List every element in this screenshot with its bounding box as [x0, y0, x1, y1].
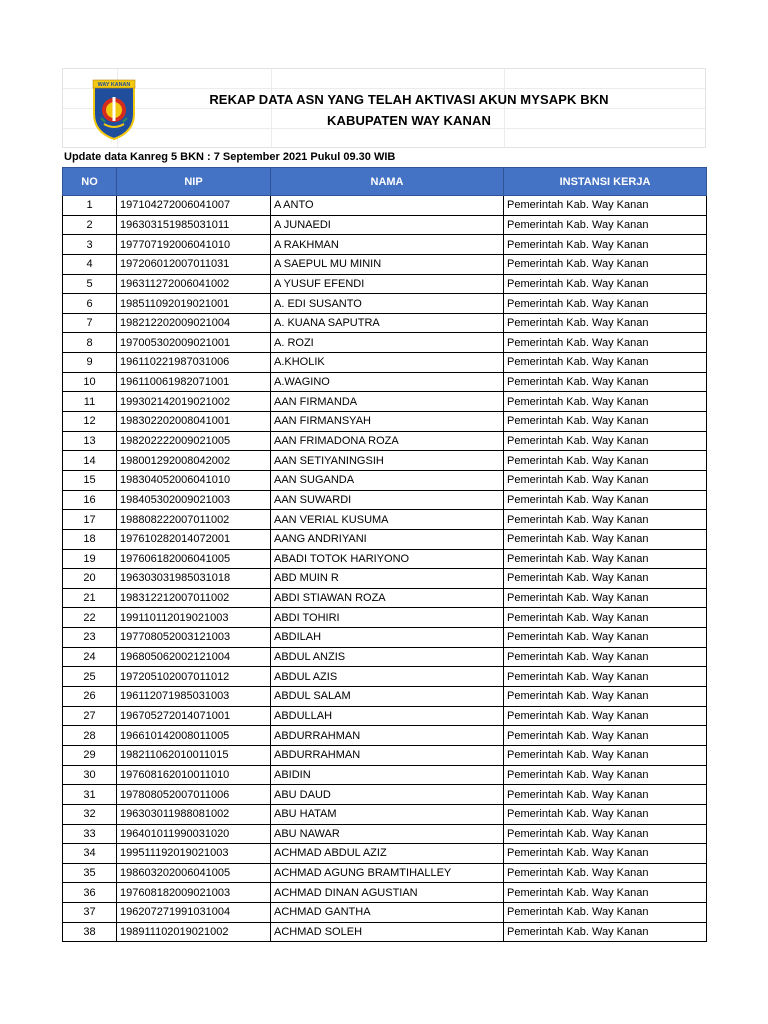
- emblem-banner-text: WAY KANAN: [97, 82, 131, 89]
- cell-no: 17: [63, 510, 117, 530]
- cell-instansi: Pemerintah Kab. Way Kanan: [504, 667, 707, 687]
- cell-nip: 199302142019021002: [117, 392, 271, 412]
- table-row: [63, 510, 707, 530]
- cell-instansi: Pemerintah Kab. Way Kanan: [504, 549, 707, 569]
- table-row: [63, 588, 707, 608]
- cell-instansi: Pemerintah Kab. Way Kanan: [504, 490, 707, 510]
- cell-instansi: Pemerintah Kab. Way Kanan: [504, 824, 707, 844]
- cell-instansi: Pemerintah Kab. Way Kanan: [504, 313, 707, 333]
- cell-no: 37: [63, 903, 117, 923]
- cell-nip: 197104272006041007: [117, 196, 271, 216]
- cell-instansi: Pemerintah Kab. Way Kanan: [504, 745, 707, 765]
- cell-nama: AANG ANDRIYANI: [271, 529, 504, 549]
- cell-instansi: Pemerintah Kab. Way Kanan: [504, 844, 707, 864]
- cell-instansi: Pemerintah Kab. Way Kanan: [504, 706, 707, 726]
- table-row: [63, 254, 707, 274]
- cell-no: 38: [63, 922, 117, 942]
- table-row: [63, 667, 707, 687]
- cell-instansi: Pemerintah Kab. Way Kanan: [504, 647, 707, 667]
- cell-nama: ABDULLAH: [271, 706, 504, 726]
- cell-instansi: Pemerintah Kab. Way Kanan: [504, 392, 707, 412]
- cell-no: 26: [63, 687, 117, 707]
- cell-no: 32: [63, 804, 117, 824]
- table-row: [63, 706, 707, 726]
- cell-no: 3: [63, 235, 117, 255]
- column-header-nip: NIP: [117, 168, 271, 196]
- cell-no: 2: [63, 215, 117, 235]
- cell-nama: A SAEPUL MU MININ: [271, 254, 504, 274]
- cell-nama: A. ROZI: [271, 333, 504, 353]
- table-row: [63, 313, 707, 333]
- cell-nip: 196311272006041002: [117, 274, 271, 294]
- cell-no: 6: [63, 294, 117, 314]
- cell-instansi: Pemerintah Kab. Way Kanan: [504, 628, 707, 648]
- cell-no: 34: [63, 844, 117, 864]
- cell-nama: ABDUL ANZIS: [271, 647, 504, 667]
- cell-nip: 197005302009021001: [117, 333, 271, 353]
- cell-nama: A.KHOLIK: [271, 353, 504, 373]
- cell-nama: A ANTO: [271, 196, 504, 216]
- cell-no: 28: [63, 726, 117, 746]
- cell-instansi: Pemerintah Kab. Way Kanan: [504, 863, 707, 883]
- cell-instansi: Pemerintah Kab. Way Kanan: [504, 235, 707, 255]
- cell-instansi: Pemerintah Kab. Way Kanan: [504, 883, 707, 903]
- cell-no: 14: [63, 451, 117, 471]
- cell-nip: 197610282014072001: [117, 529, 271, 549]
- cell-instansi: Pemerintah Kab. Way Kanan: [504, 687, 707, 707]
- cell-nama: A RAKHMAN: [271, 235, 504, 255]
- table-row: [63, 412, 707, 432]
- cell-nama: AAN FIRMANDA: [271, 392, 504, 412]
- table-row: [63, 726, 707, 746]
- cell-instansi: Pemerintah Kab. Way Kanan: [504, 372, 707, 392]
- cell-nama: ABDILAH: [271, 628, 504, 648]
- cell-nip: 197608182009021003: [117, 883, 271, 903]
- cell-instansi: Pemerintah Kab. Way Kanan: [504, 785, 707, 805]
- asn-table: [62, 167, 707, 942]
- cell-nama: AAN FRIMADONA ROZA: [271, 431, 504, 451]
- cell-instansi: Pemerintah Kab. Way Kanan: [504, 431, 707, 451]
- cell-no: 20: [63, 569, 117, 589]
- cell-nip: 196610142008011005: [117, 726, 271, 746]
- cell-no: 8: [63, 333, 117, 353]
- cell-no: 36: [63, 883, 117, 903]
- cell-nama: ABU NAWAR: [271, 824, 504, 844]
- cell-instansi: Pemerintah Kab. Way Kanan: [504, 569, 707, 589]
- cell-nip: 197707192006041010: [117, 235, 271, 255]
- cell-no: 13: [63, 431, 117, 451]
- table-row: [63, 765, 707, 785]
- table-row: [63, 196, 707, 216]
- cell-instansi: Pemerintah Kab. Way Kanan: [504, 215, 707, 235]
- table-row: [63, 883, 707, 903]
- cell-nip: 197606182006041005: [117, 549, 271, 569]
- cell-nama: ABDUL AZIS: [271, 667, 504, 687]
- table-row: [63, 863, 707, 883]
- table-row: [63, 392, 707, 412]
- cell-instansi: Pemerintah Kab. Way Kanan: [504, 529, 707, 549]
- way-kanan-emblem-icon: [91, 78, 137, 140]
- cell-nama: ACHMAD AGUNG BRAMTIHALLEY: [271, 863, 504, 883]
- table-row: [63, 470, 707, 490]
- grid-line: [63, 88, 705, 89]
- table-row: [63, 235, 707, 255]
- cell-nip: 198511092019021001: [117, 294, 271, 314]
- table-row: [63, 745, 707, 765]
- table-row: [63, 529, 707, 549]
- table-row: [63, 274, 707, 294]
- cell-no: 22: [63, 608, 117, 628]
- table-row: [63, 569, 707, 589]
- cell-nama: ABD MUIN R: [271, 569, 504, 589]
- update-note: Update data Kanreg 5 BKN : 7 September 2021 Pukul 09.30 WIB: [64, 151, 396, 163]
- cell-instansi: Pemerintah Kab. Way Kanan: [504, 903, 707, 923]
- cell-instansi: Pemerintah Kab. Way Kanan: [504, 294, 707, 314]
- cell-nama: ABU HATAM: [271, 804, 504, 824]
- cell-instansi: Pemerintah Kab. Way Kanan: [504, 412, 707, 432]
- cell-no: 19: [63, 549, 117, 569]
- cell-no: 12: [63, 412, 117, 432]
- cell-nama: A. KUANA SAPUTRA: [271, 313, 504, 333]
- cell-nip: 197608162010011010: [117, 765, 271, 785]
- page-subtitle: KABUPATEN WAY KANAN: [327, 113, 491, 128]
- cell-instansi: Pemerintah Kab. Way Kanan: [504, 254, 707, 274]
- cell-nip: 197808052007011006: [117, 785, 271, 805]
- cell-nip: 198001292008042002: [117, 451, 271, 471]
- cell-nama: AAN SUGANDA: [271, 470, 504, 490]
- cell-nip: 198603202006041005: [117, 863, 271, 883]
- cell-no: 10: [63, 372, 117, 392]
- cell-nama: ACHMAD DINAN AGUSTIAN: [271, 883, 504, 903]
- cell-instansi: Pemerintah Kab. Way Kanan: [504, 922, 707, 942]
- cell-nip: 198405302009021003: [117, 490, 271, 510]
- cell-instansi: Pemerintah Kab. Way Kanan: [504, 510, 707, 530]
- cell-instansi: Pemerintah Kab. Way Kanan: [504, 196, 707, 216]
- cell-instansi: Pemerintah Kab. Way Kanan: [504, 726, 707, 746]
- cell-no: 33: [63, 824, 117, 844]
- cell-no: 7: [63, 313, 117, 333]
- column-header-instansi: INSTANSI KERJA: [504, 168, 707, 196]
- cell-nip: 196303151985031011: [117, 215, 271, 235]
- cell-nip: 197205102007011012: [117, 667, 271, 687]
- cell-nama: ACHMAD ABDUL AZIZ: [271, 844, 504, 864]
- table-row: [63, 451, 707, 471]
- grid-line: [504, 69, 505, 147]
- cell-no: 29: [63, 745, 117, 765]
- cell-instansi: Pemerintah Kab. Way Kanan: [504, 588, 707, 608]
- cell-nip: 198808222007011002: [117, 510, 271, 530]
- page-title: REKAP DATA ASN YANG TELAH AKTIVASI AKUN MYSAPK BKN: [209, 92, 609, 107]
- table-row: [63, 824, 707, 844]
- table-row: [63, 372, 707, 392]
- cell-nama: ACHMAD SOLEH: [271, 922, 504, 942]
- cell-nip: 198212202009021004: [117, 313, 271, 333]
- cell-instansi: Pemerintah Kab. Way Kanan: [504, 274, 707, 294]
- cell-nama: ABDURRAHMAN: [271, 745, 504, 765]
- grid-line: [63, 108, 705, 109]
- table-row: [63, 785, 707, 805]
- cell-nip: 196110061982071001: [117, 372, 271, 392]
- cell-instansi: Pemerintah Kab. Way Kanan: [504, 804, 707, 824]
- cell-nama: ABDI STIAWAN ROZA: [271, 588, 504, 608]
- cell-nip: 196110221987031006: [117, 353, 271, 373]
- cell-no: 31: [63, 785, 117, 805]
- cell-nip: 198911102019021002: [117, 922, 271, 942]
- cell-nama: A YUSUF EFENDI: [271, 274, 504, 294]
- cell-no: 25: [63, 667, 117, 687]
- cell-nip: 197708052003121003: [117, 628, 271, 648]
- cell-no: 4: [63, 254, 117, 274]
- cell-nama: ACHMAD GANTHA: [271, 903, 504, 923]
- cell-instansi: Pemerintah Kab. Way Kanan: [504, 333, 707, 353]
- cell-no: 35: [63, 863, 117, 883]
- grid-line: [63, 128, 705, 129]
- cell-nama: A.WAGINO: [271, 372, 504, 392]
- cell-no: 15: [63, 470, 117, 490]
- cell-nip: 198211062010011015: [117, 745, 271, 765]
- cell-nip: 196805062002121004: [117, 647, 271, 667]
- column-header-nama: NAMA: [271, 168, 504, 196]
- cell-no: 16: [63, 490, 117, 510]
- cell-nip: 197206012007011031: [117, 254, 271, 274]
- cell-instansi: Pemerintah Kab. Way Kanan: [504, 353, 707, 373]
- cell-no: 21: [63, 588, 117, 608]
- column-header-no: NO: [63, 168, 117, 196]
- cell-nama: AAN FIRMANSYAH: [271, 412, 504, 432]
- cell-nip: 196303031985031018: [117, 569, 271, 589]
- table-row: [63, 628, 707, 648]
- cell-nama: ABU DAUD: [271, 785, 504, 805]
- table-body: [63, 196, 707, 942]
- cell-no: 23: [63, 628, 117, 648]
- cell-nama: AAN SETIYANINGSIH: [271, 451, 504, 471]
- sheet-header: [62, 68, 706, 148]
- cell-no: 11: [63, 392, 117, 412]
- table-row: [63, 608, 707, 628]
- cell-nama: ABIDIN: [271, 765, 504, 785]
- cell-nip: 196401011990031020: [117, 824, 271, 844]
- table-row: [63, 549, 707, 569]
- cell-nama: AAN SUWARDI: [271, 490, 504, 510]
- cell-no: 24: [63, 647, 117, 667]
- table-row: [63, 844, 707, 864]
- cell-no: 30: [63, 765, 117, 785]
- table-header-row: [63, 168, 707, 196]
- cell-instansi: Pemerintah Kab. Way Kanan: [504, 470, 707, 490]
- cell-nama: ABADI TOTOK HARIYONO: [271, 549, 504, 569]
- cell-nip: 196705272014071001: [117, 706, 271, 726]
- cell-no: 1: [63, 196, 117, 216]
- cell-instansi: Pemerintah Kab. Way Kanan: [504, 608, 707, 628]
- table-row: [63, 353, 707, 373]
- cell-nip: 199110112019021003: [117, 608, 271, 628]
- table-row: [63, 490, 707, 510]
- cell-nama: ABDURRAHMAN: [271, 726, 504, 746]
- table-row: [63, 294, 707, 314]
- cell-nama: ABDUL SALAM: [271, 687, 504, 707]
- cell-no: 9: [63, 353, 117, 373]
- cell-nip: 198304052006041010: [117, 470, 271, 490]
- table-row: [63, 687, 707, 707]
- table-row: [63, 903, 707, 923]
- table-row: [63, 922, 707, 942]
- cell-nip: 198202222009021005: [117, 431, 271, 451]
- cell-no: 27: [63, 706, 117, 726]
- cell-instansi: Pemerintah Kab. Way Kanan: [504, 765, 707, 785]
- cell-nama: A JUNAEDI: [271, 215, 504, 235]
- cell-nama: AAN VERIAL KUSUMA: [271, 510, 504, 530]
- grid-line: [271, 69, 272, 147]
- cell-no: 18: [63, 529, 117, 549]
- cell-nip: 196303011988081002: [117, 804, 271, 824]
- table-row: [63, 431, 707, 451]
- cell-nama: A. EDI SUSANTO: [271, 294, 504, 314]
- table-row: [63, 804, 707, 824]
- cell-nip: 196112071985031003: [117, 687, 271, 707]
- cell-instansi: Pemerintah Kab. Way Kanan: [504, 451, 707, 471]
- cell-nip: 196207271991031004: [117, 903, 271, 923]
- table-row: [63, 647, 707, 667]
- cell-nama: ABDI TOHIRI: [271, 608, 504, 628]
- header-block: [62, 68, 706, 148]
- table-row: [63, 215, 707, 235]
- table-row: [63, 333, 707, 353]
- cell-nip: 198312212007011002: [117, 588, 271, 608]
- cell-no: 5: [63, 274, 117, 294]
- cell-nip: 198302202008041001: [117, 412, 271, 432]
- cell-nip: 199511192019021003: [117, 844, 271, 864]
